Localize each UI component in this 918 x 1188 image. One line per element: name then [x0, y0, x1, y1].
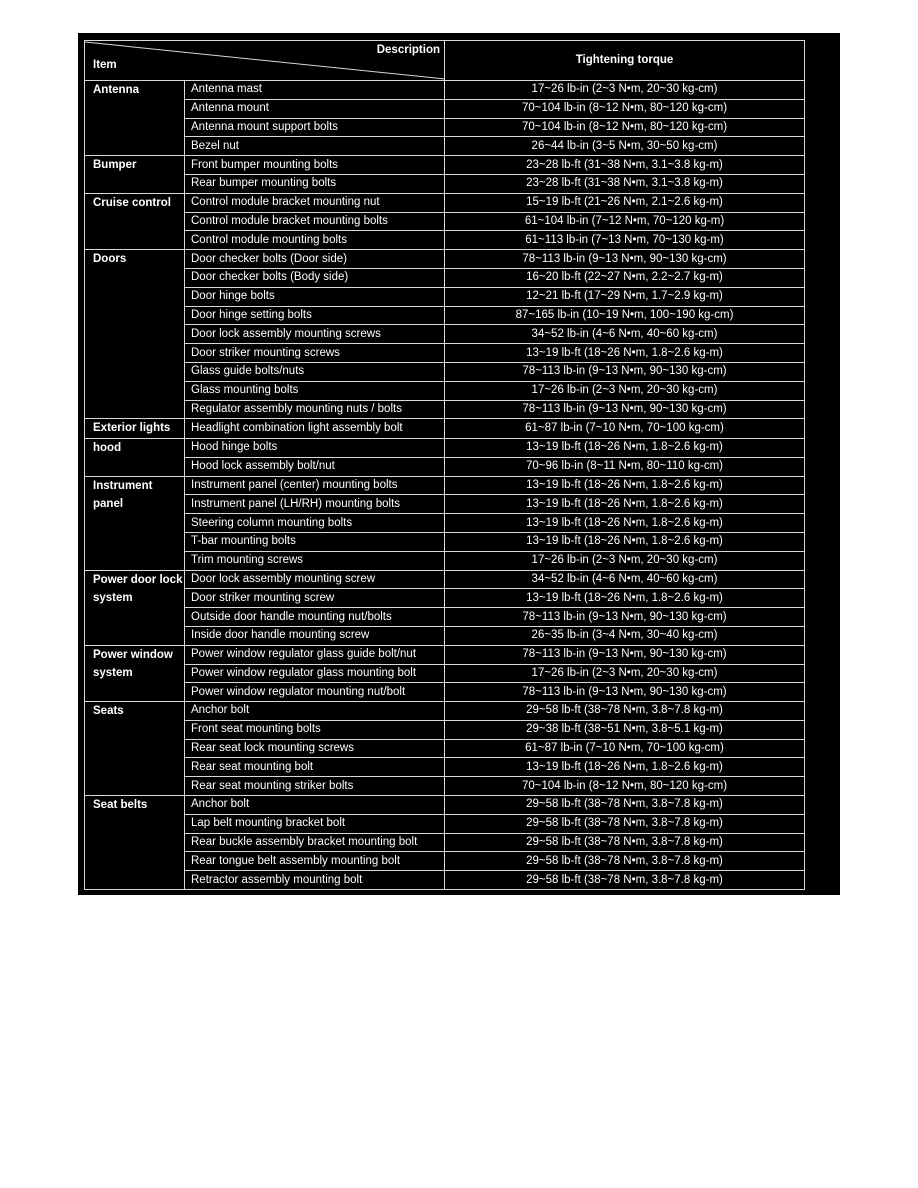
table-row — [85, 796, 805, 815]
part-description-cell: Door hinge setting bolts — [185, 306, 445, 325]
part-description-cell: Rear seat mounting bolt — [185, 758, 445, 777]
table-row — [85, 268, 805, 287]
table-row — [85, 702, 805, 721]
tightening-torque-cell: 29~58 lb-ft (38~78 N•m, 3.8~7.8 kg-m) — [445, 814, 805, 833]
part-description-cell: Lap belt mounting bracket bolt — [185, 814, 445, 833]
table-row — [85, 664, 805, 683]
part-description-cell: Door lock assembly mounting screws — [185, 325, 445, 344]
tightening-torque-cell: 70~96 lb-in (8~11 N•m, 80~110 kg-cm) — [445, 457, 805, 476]
table-row — [85, 212, 805, 231]
part-description-cell: Rear bumper mounting bolts — [185, 174, 445, 193]
table-row — [85, 814, 805, 833]
tightening-torque-cell: 13~19 lb-ft (18~26 N•m, 1.8~2.6 kg-m) — [445, 495, 805, 514]
item-category-cell: Seat belts — [85, 796, 185, 890]
tightening-torque-cell: 78~113 lb-in (9~13 N•m, 90~130 kg-cm) — [445, 645, 805, 664]
tightening-torque-cell: 12~21 lb-ft (17~29 N•m, 1.7~2.9 kg-m) — [445, 287, 805, 306]
item-category-cell: Power window system — [85, 645, 185, 701]
item-category-cell: Doors — [85, 250, 185, 419]
tightening-torque-cell: 13~19 lb-ft (18~26 N•m, 1.8~2.6 kg-m) — [445, 532, 805, 551]
item-category-cell: Antenna — [85, 81, 185, 156]
item-category-cell: hood — [85, 438, 185, 476]
table-row — [85, 287, 805, 306]
table-row — [85, 720, 805, 739]
tightening-torque-cell: 13~19 lb-ft (18~26 N•m, 1.8~2.6 kg-m) — [445, 476, 805, 495]
item-category-cell: Exterior lights — [85, 419, 185, 439]
table-row — [85, 777, 805, 796]
tightening-torque-cell: 70~104 lb-in (8~12 N•m, 80~120 kg-cm) — [445, 777, 805, 796]
part-description-cell: Outside door handle mounting nut/bolts — [185, 608, 445, 627]
tightening-torque-cell: 26~44 lb-in (3~5 N•m, 30~50 kg-cm) — [445, 137, 805, 156]
tightening-torque-cell: 29~58 lb-ft (38~78 N•m, 3.8~7.8 kg-m) — [445, 796, 805, 815]
part-description-cell: Door checker bolts (Body side) — [185, 268, 445, 287]
part-description-cell: Power window regulator mounting nut/bolt — [185, 683, 445, 702]
part-description-cell: Anchor bolt — [185, 796, 445, 815]
part-description-cell: Instrument panel (LH/RH) mounting bolts — [185, 495, 445, 514]
table-row — [85, 400, 805, 419]
tightening-torque-cell: 29~58 lb-ft (38~78 N•m, 3.8~7.8 kg-m) — [445, 702, 805, 721]
part-description-cell: Control module bracket mounting nut — [185, 193, 445, 212]
tightening-torque-cell: 29~38 lb-ft (38~51 N•m, 3.8~5.1 kg-m) — [445, 720, 805, 739]
tightening-torque-cell: 34~52 lb-in (4~6 N•m, 40~60 kg-cm) — [445, 570, 805, 589]
tightening-torque-cell: 16~20 lb-ft (22~27 N•m, 2.2~2.7 kg-m) — [445, 268, 805, 287]
table-row — [85, 833, 805, 852]
table-row — [85, 231, 805, 250]
table-row — [85, 381, 805, 400]
table-row — [85, 551, 805, 570]
tightening-torque-cell: 29~58 lb-ft (38~78 N•m, 3.8~7.8 kg-m) — [445, 833, 805, 852]
part-description-cell: Retractor assembly mounting bolt — [185, 871, 445, 890]
part-description-cell: Antenna mount — [185, 99, 445, 118]
table-row — [85, 589, 805, 608]
torque-spec-table — [84, 40, 805, 890]
tightening-torque-cell: 15~19 lb-ft (21~26 N•m, 2.1~2.6 kg-m) — [445, 193, 805, 212]
tightening-torque-cell: 17~26 lb-in (2~3 N•m, 20~30 kg-cm) — [445, 551, 805, 570]
item-category-cell: Instrument panel — [85, 476, 185, 570]
item-category-cell: Seats — [85, 702, 185, 796]
part-description-cell: Door checker bolts (Door side) — [185, 250, 445, 269]
part-description-cell: Control module mounting bolts — [185, 231, 445, 250]
table-row — [85, 495, 805, 514]
table-row — [85, 419, 805, 439]
part-description-cell: Rear seat mounting striker bolts — [185, 777, 445, 796]
part-description-cell: Rear seat lock mounting screws — [185, 739, 445, 758]
tightening-torque-cell: 29~58 lb-ft (38~78 N•m, 3.8~7.8 kg-m) — [445, 852, 805, 871]
part-description-cell: Power window regulator glass mounting bolt — [185, 664, 445, 683]
table-row — [85, 193, 805, 212]
table-row — [85, 250, 805, 269]
part-description-cell: Hood lock assembly bolt/nut — [185, 457, 445, 476]
part-description-cell: Front seat mounting bolts — [185, 720, 445, 739]
part-description-cell: Door striker mounting screws — [185, 344, 445, 363]
part-description-cell: Regulator assembly mounting nuts / bolts — [185, 400, 445, 419]
tightening-torque-cell: 70~104 lb-in (8~12 N•m, 80~120 kg-cm) — [445, 118, 805, 137]
table-row — [85, 174, 805, 193]
table-row — [85, 871, 805, 890]
tightening-torque-cell: 29~58 lb-ft (38~78 N•m, 3.8~7.8 kg-m) — [445, 871, 805, 890]
tightening-torque-cell: 17~26 lb-in (2~3 N•m, 20~30 kg-cm) — [445, 381, 805, 400]
part-description-cell: Door striker mounting screw — [185, 589, 445, 608]
part-description-cell: T-bar mounting bolts — [185, 532, 445, 551]
part-description-cell: Power window regulator glass guide bolt/nut — [185, 645, 445, 664]
tightening-torque-cell: 78~113 lb-in (9~13 N•m, 90~130 kg-cm) — [445, 608, 805, 627]
part-description-cell: Glass mounting bolts — [185, 381, 445, 400]
tightening-torque-cell: 78~113 lb-in (9~13 N•m, 90~130 kg-cm) — [445, 362, 805, 381]
item-category-cell: Power door lock system — [85, 570, 185, 645]
part-description-cell: Control module bracket mounting bolts — [185, 212, 445, 231]
tightening-torque-cell: 26~35 lb-in (3~4 N•m, 30~40 kg-cm) — [445, 626, 805, 645]
tightening-torque-cell: 13~19 lb-ft (18~26 N•m, 1.8~2.6 kg-m) — [445, 514, 805, 533]
tightening-torque-cell: 78~113 lb-in (9~13 N•m, 90~130 kg-cm) — [445, 250, 805, 269]
part-description-cell: Anchor bolt — [185, 702, 445, 721]
table-row — [85, 758, 805, 777]
table-row — [85, 476, 805, 495]
item-category-cell: Bumper — [85, 156, 185, 194]
part-description-cell: Door lock assembly mounting screw — [185, 570, 445, 589]
table-header-row — [85, 41, 805, 81]
tightening-torque-cell: 70~104 lb-in (8~12 N•m, 80~120 kg-cm) — [445, 99, 805, 118]
table-row — [85, 852, 805, 871]
part-description-cell: Glass guide bolts/nuts — [185, 362, 445, 381]
header-item: Item — [93, 59, 117, 71]
tightening-torque-cell: 61~87 lb-in (7~10 N•m, 70~100 kg-cm) — [445, 739, 805, 758]
table-row — [85, 570, 805, 589]
part-description-cell: Antenna mount support bolts — [185, 118, 445, 137]
tightening-torque-cell: 13~19 lb-ft (18~26 N•m, 1.8~2.6 kg-m) — [445, 438, 805, 457]
tightening-torque-cell: 17~26 lb-in (2~3 N•m, 20~30 kg-cm) — [445, 664, 805, 683]
part-description-cell: Headlight combination light assembly bolt — [185, 419, 445, 439]
table-body — [85, 81, 805, 890]
tightening-torque-cell: 13~19 lb-ft (18~26 N•m, 1.8~2.6 kg-m) — [445, 344, 805, 363]
tightening-torque-cell: 23~28 lb-ft (31~38 N•m, 3.1~3.8 kg-m) — [445, 156, 805, 175]
part-description-cell: Instrument panel (center) mounting bolts — [185, 476, 445, 495]
part-description-cell: Antenna mast — [185, 81, 445, 100]
table-row — [85, 645, 805, 664]
table-row — [85, 362, 805, 381]
part-description-cell: Hood hinge bolts — [185, 438, 445, 457]
tightening-torque-cell: 78~113 lb-in (9~13 N•m, 90~130 kg-cm) — [445, 400, 805, 419]
table-row — [85, 325, 805, 344]
table-row — [85, 156, 805, 175]
header-description: Description — [376, 44, 440, 56]
tightening-torque-cell: 61~87 lb-in (7~10 N•m, 70~100 kg-cm) — [445, 419, 805, 439]
tightening-torque-cell: 34~52 lb-in (4~6 N•m, 40~60 kg-cm) — [445, 325, 805, 344]
table-row — [85, 137, 805, 156]
part-description-cell: Rear buckle assembly bracket mounting bolt — [185, 833, 445, 852]
tightening-torque-cell: 17~26 lb-in (2~3 N•m, 20~30 kg-cm) — [445, 81, 805, 100]
part-description-cell: Front bumper mounting bolts — [185, 156, 445, 175]
table-row — [85, 532, 805, 551]
table-row — [85, 306, 805, 325]
tightening-torque-cell: 13~19 lb-ft (18~26 N•m, 1.8~2.6 kg-m) — [445, 758, 805, 777]
header-tightening-torque: Tightening torque — [445, 41, 805, 81]
tightening-torque-cell: 13~19 lb-ft (18~26 N•m, 1.8~2.6 kg-m) — [445, 589, 805, 608]
table-row — [85, 683, 805, 702]
table-row — [85, 81, 805, 100]
part-description-cell: Trim mounting screws — [185, 551, 445, 570]
tightening-torque-cell: 61~104 lb-in (7~12 N•m, 70~120 kg-m) — [445, 212, 805, 231]
item-category-cell: Cruise control — [85, 193, 185, 249]
table-row — [85, 626, 805, 645]
table-row — [85, 99, 805, 118]
part-description-cell: Inside door handle mounting screw — [185, 626, 445, 645]
table-row — [85, 457, 805, 476]
table-row — [85, 344, 805, 363]
tightening-torque-cell: 61~113 lb-in (7~13 N•m, 70~130 kg-m) — [445, 231, 805, 250]
header-item-description-cell — [85, 41, 445, 81]
table-row — [85, 438, 805, 457]
table-row — [85, 608, 805, 627]
tightening-torque-cell: 23~28 lb-ft (31~38 N•m, 3.1~3.8 kg-m) — [445, 174, 805, 193]
part-description-cell: Bezel nut — [185, 137, 445, 156]
table-row — [85, 514, 805, 533]
part-description-cell: Rear tongue belt assembly mounting bolt — [185, 852, 445, 871]
part-description-cell: Door hinge bolts — [185, 287, 445, 306]
tightening-torque-cell: 87~165 lb-in (10~19 N•m, 100~190 kg-cm) — [445, 306, 805, 325]
table-row — [85, 118, 805, 137]
table-row — [85, 739, 805, 758]
tightening-torque-cell: 78~113 lb-in (9~13 N•m, 90~130 kg-cm) — [445, 683, 805, 702]
part-description-cell: Steering column mounting bolts — [185, 514, 445, 533]
